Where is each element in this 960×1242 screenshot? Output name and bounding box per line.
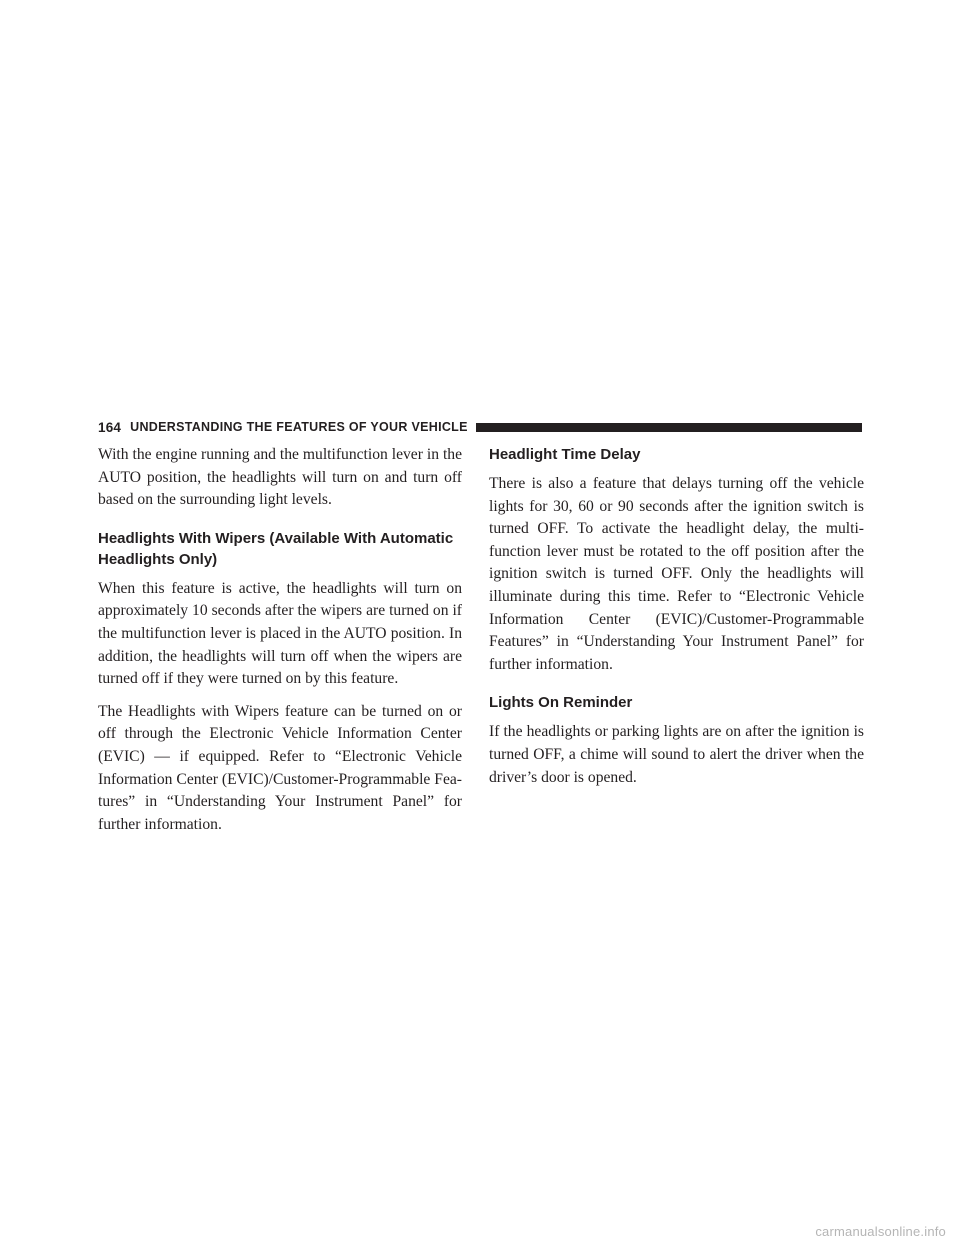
page-header (98, 417, 862, 437)
paragraph-wipers-active: When this feature is active, the headlights will turn on approximately 10 seconds after the wipers are turned on if the multifunction lever is placed in the AUTO position. In addition, the headlights will turn off when the wipers are turned off if they were turned on by this feature. (98, 579, 462, 688)
header-rule (476, 423, 862, 432)
heading-headlight-time-delay: Headlight Time Delay (489, 446, 641, 463)
left-column (98, 444, 462, 846)
right-column (489, 444, 864, 799)
section-title: UNDERSTANDING THE FEATURES OF YOUR VEHICLE (130, 420, 468, 434)
watermark-link[interactable]: carmanualsonline.info (815, 1224, 946, 1239)
paragraph-wipers-evic: The Headlights with Wipers feature can be turned on or off through the Electronic Vehicle Information Center (EVIC) — if equipped. Refer to “Electronic Vehicle Information Center (EVIC)/Customer-Programmable Features” in “Understanding Your Instrument Panel” for further information. (98, 702, 462, 833)
heading-headlights-with-wipers: Headlights With Wipers (Available With Automatic Headlights Only) (98, 529, 454, 568)
page-number: 164 (98, 419, 122, 435)
heading-lights-on-reminder: Lights On Reminder (489, 694, 633, 712)
paragraph-time-delay: There is also a feature that delays turning off the vehicle lights for 30, 60 or 90 seconds after the ignition switch is turned OFF. To activate the headlight delay, the multifunction lever must be rotated to the off position after the ignition switch is turned OFF. Only the headlights will illuminate during this time. Refer to “Electronic Vehicle Information Center (EVIC)/Customer-Programmable Features” in “Understanding Your Instrument Panel” for further information. (489, 475, 864, 673)
paragraph-lights-reminder: If the headlights or parking lights are on after the ignition is turned OFF, a chime will sound to alert the driver when the driver’s door is opened. (489, 723, 864, 786)
paragraph-auto-position: With the engine running and the multifunction lever in the AUTO position, the headlights will turn on and turn off based on the surrounding light levels. (98, 446, 462, 509)
